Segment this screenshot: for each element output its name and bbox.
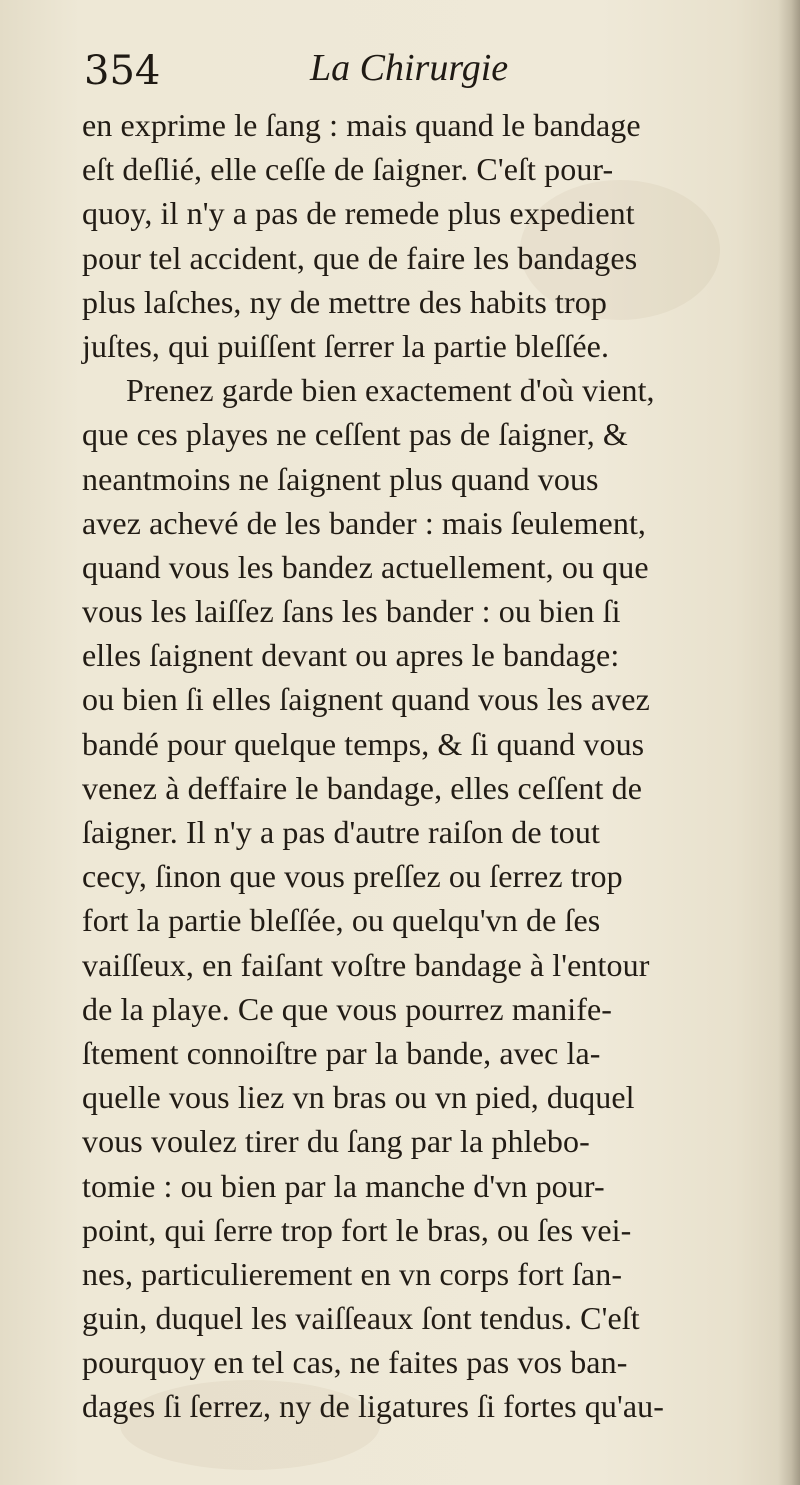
text-line: avez achevé de les bander : mais ſeulement, — [82, 504, 647, 541]
text-line: dages ſi ſerrez, ny de ligatures ſi fortes qu'au- — [82, 1388, 665, 1425]
page-header — [84, 46, 764, 98]
page-number: 354 — [84, 48, 161, 94]
text-line: plus laſches, ny de mettre des habits trop — [82, 283, 607, 320]
text-line: guin, duquel les vaiſſeaux ſont tendus. C'eſt — [82, 1300, 640, 1337]
text-line: tomie : ou bien par la manche d'vn pour- — [82, 1167, 605, 1204]
text-line: quelle vous liez vn bras ou vn pied, duquel — [82, 1079, 635, 1116]
text-line: vous les laiſſez ſans les bander : ou bien ſi — [82, 593, 621, 630]
text-line: que ces playes ne ceſſent pas de ſaigner, & — [82, 416, 628, 453]
text-line: quand vous les bandez actuellement, ou que — [82, 548, 649, 585]
text-line: bandé pour quelque temps, & ſi quand vous — [82, 725, 645, 762]
text-line: ou bien ſi elles ſaignent quand vous les avez — [82, 681, 650, 718]
text-line: vaiſſeux, en faiſant voſtre bandage à l'entour — [82, 946, 650, 983]
text-line: point, qui ſerre trop fort le bras, ou ſes vei- — [82, 1211, 632, 1248]
text-line: ſaigner. Il n'y a pas d'autre raiſon de tout — [82, 814, 600, 850]
text-line: vous voulez tirer du ſang par la phlebo- — [82, 1123, 590, 1160]
text-line: pour tel accident, que de faire les bandages — [82, 239, 638, 276]
text-line: de la playe. Ce que vous pourrez manife- — [82, 990, 613, 1027]
text-line: eſt deſlié, elle ceſſe de ſaigner. C'eſt pour- — [82, 151, 614, 188]
paragraph-start-line: Prenez garde bien exactement d'où vient, — [126, 372, 655, 409]
text-line: venez à deffaire le bandage, elles ceſſent de — [82, 769, 643, 806]
running-title: La Chirurgie — [310, 47, 509, 89]
text-line: juſtes, qui puiſſent ſerrer la partie bleſſée. — [82, 327, 610, 364]
text-line: ſtement connoiſtre par la bande, avec la- — [82, 1034, 601, 1071]
text-line: neantmoins ne ſaignent plus quand vous — [82, 460, 599, 497]
page-gutter-shadow — [778, 0, 800, 1485]
text-line: en exprime le ſang : mais quand le bandage — [82, 107, 641, 143]
body-text — [82, 103, 772, 1429]
text-line: elles ſaignent devant ou apres le bandage: — [82, 637, 620, 674]
text-line: pourquoy en tel cas, ne faites pas vos ban- — [82, 1344, 628, 1381]
text-line: quoy, il n'y a pas de remede plus expedient — [82, 195, 635, 232]
text-line: nes, particulierement en vn corps fort ſan- — [82, 1255, 623, 1292]
text-line: cecy, ſinon que vous preſſez ou ſerrez trop — [82, 858, 623, 895]
text-line: fort la partie bleſſée, ou quelqu'vn de ſes — [82, 902, 601, 939]
